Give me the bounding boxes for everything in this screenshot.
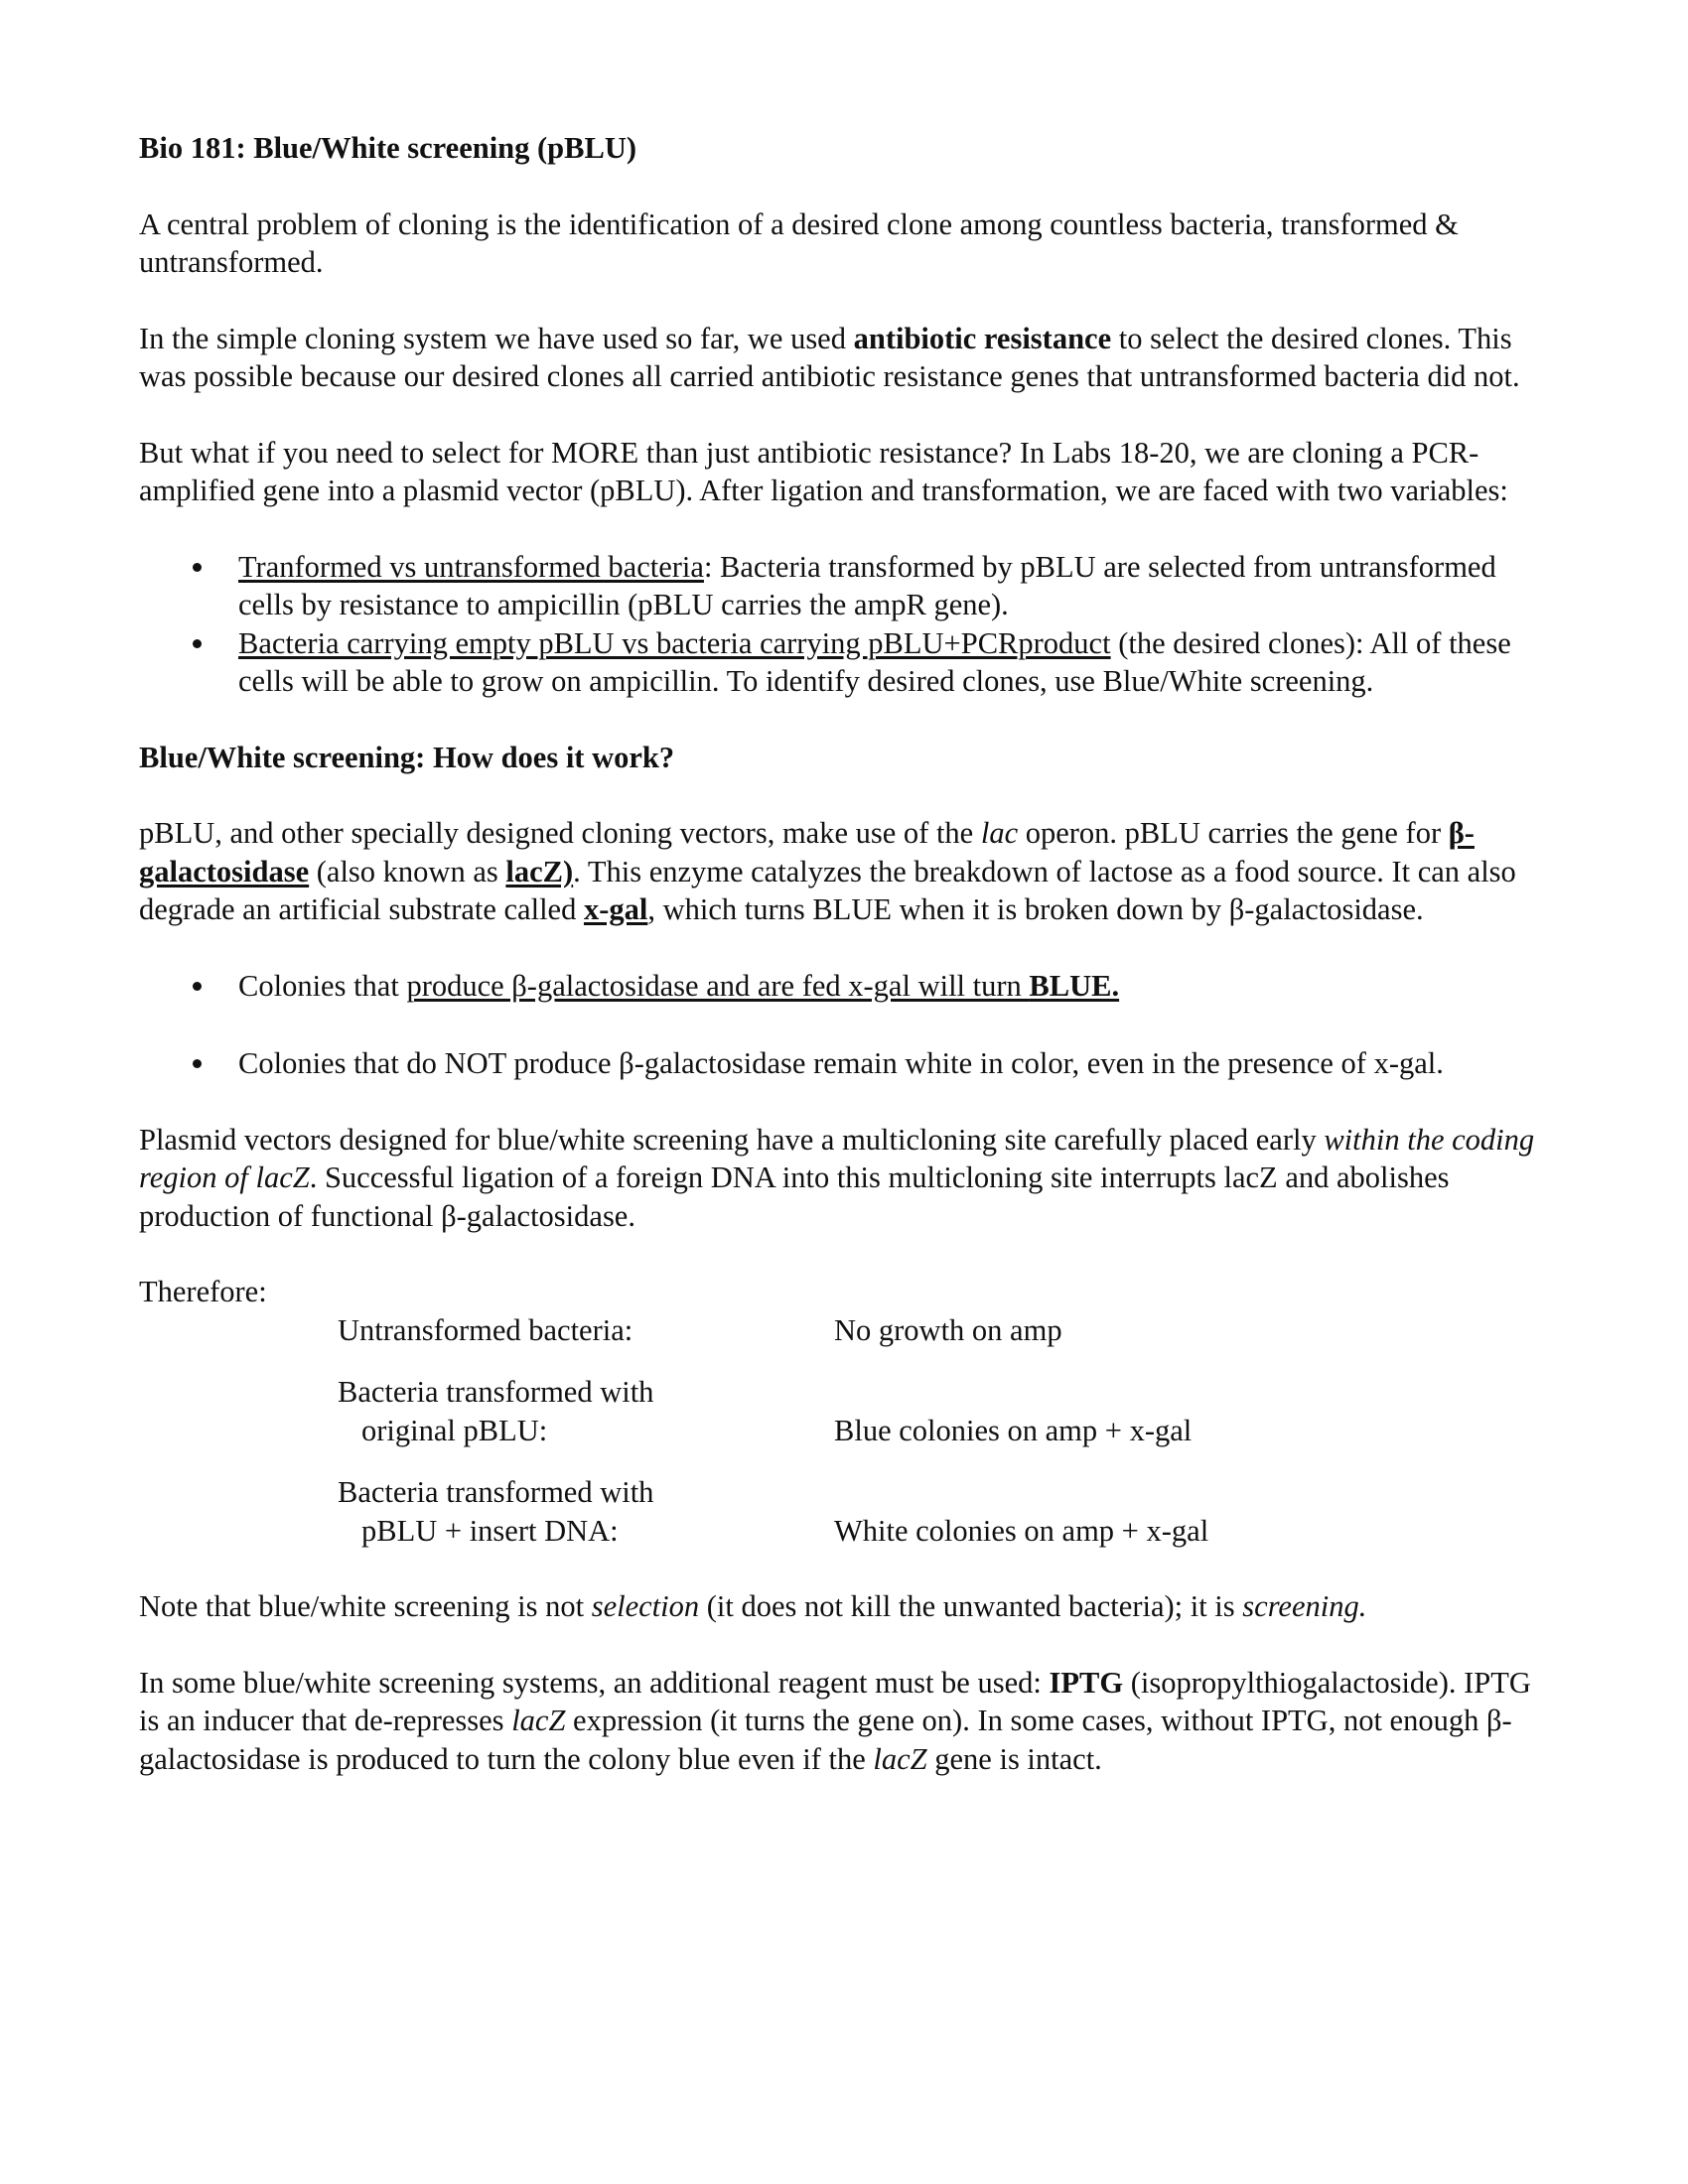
condition-line: original pBLU:	[361, 1413, 548, 1447]
text-segment: Colonies that	[238, 968, 407, 1003]
text-segment: Note that blue/white screening is not	[139, 1589, 592, 1623]
text-segment: Bacteria carrying empty pBLU vs bacteria carrying pBLU+PCRproduct	[238, 625, 1111, 660]
text-segment: , which turns BLUE when it is broken down by β-galactosidase.	[647, 892, 1424, 926]
text-segment: gene is intact.	[926, 1741, 1102, 1776]
text-segment: In the simple cloning system we have used so far, we used	[139, 321, 854, 355]
text-segment: screening.	[1242, 1589, 1367, 1623]
text-segment: antibiotic resistance	[853, 321, 1112, 355]
text-segment: . This enzyme catalyzes the breakdown of lactose as a food source. It can also degrade an artificial substrate called	[139, 854, 1516, 926]
body-paragraph	[139, 1587, 1549, 1626]
bullet-item	[139, 1044, 1549, 1083]
bullet-icon	[193, 563, 202, 572]
body-paragraph	[139, 814, 1549, 929]
text-segment: BLUE.	[1029, 968, 1120, 1003]
text-segment: lacZ	[873, 1741, 927, 1776]
text-segment: pBLU, and other specially designed cloning vectors, make use of the	[139, 816, 981, 850]
text-segment: (also known as	[309, 854, 506, 888]
table-row	[139, 1311, 1549, 1350]
closing-section	[139, 1587, 1549, 1778]
bacteria-condition	[338, 1373, 834, 1449]
variables-list	[139, 548, 1549, 701]
bullet-item	[139, 967, 1549, 1006]
intro-paragraph	[139, 320, 1549, 396]
body-paragraph	[139, 1121, 1549, 1236]
text-segment: β-galactosidase	[139, 816, 1475, 888]
text-segment: (the desired clones): All of these cells will be able to grow on ampicillin. To identify desired clones, use Blue/White screening.	[238, 625, 1511, 698]
text-segment: Therefore:	[139, 1275, 267, 1308]
text-segment: lac	[980, 816, 1019, 850]
text-segment: lacZ)	[505, 854, 574, 888]
text-segment: to select the desired clones. This was possible because our desired clones all carried antibiotic resistance genes that untransformed bacteria did not.	[139, 321, 1520, 393]
condition-line: Untransformed bacteria:	[338, 1312, 633, 1347]
section-heading: Blue/White screening: How does it work?	[139, 740, 675, 774]
colonies-list	[139, 967, 1549, 1083]
text-segment: Colonies that do NOT produce β-galactosidase remain white in color, even in the presence of x-gal.	[238, 1046, 1444, 1080]
how-it-works-section	[139, 814, 1549, 929]
intro-section	[139, 205, 1549, 510]
text-segment: Tranformed vs untransformed bacteria	[238, 549, 704, 584]
condition-line: pBLU + insert DNA:	[361, 1513, 619, 1548]
table-row	[139, 1473, 1549, 1550]
text-segment: (it does not kill the unwanted bacteria); it is	[699, 1589, 1243, 1623]
bullet-item	[139, 624, 1549, 701]
bullet-icon	[193, 639, 202, 648]
text-segment: : Bacteria transformed by pBLU are selected from untransformed cells by resistance to ampicillin (pBLU carries the ampR gene).	[238, 549, 1496, 621]
text-segment: within the coding region of lacZ	[139, 1122, 1535, 1194]
text-segment: lacZ	[511, 1704, 566, 1737]
text-segment: IPTG	[1049, 1665, 1124, 1700]
text-segment: Plasmid vectors designed for blue/white screening have a multicloning site carefully placed early	[139, 1122, 1325, 1157]
text-segment: produce β-galactosidase and are fed x-gal will turn	[406, 968, 1030, 1003]
condition-line: Bacteria transformed with	[338, 1475, 654, 1509]
condition-line: Bacteria transformed with	[338, 1375, 654, 1409]
outcomes-table	[139, 1311, 1549, 1551]
text-segment: selection	[591, 1589, 700, 1623]
text-segment: x-gal	[583, 892, 648, 926]
text-segment: In some blue/white screening systems, an additional reagent must be used:	[139, 1665, 1050, 1700]
body-paragraph	[139, 1273, 1549, 1311]
text-segment: . Successful ligation of a foreign DNA into this multicloning site interrupts lacZ and abolishes production of functional β-galactosidase.	[139, 1160, 1450, 1233]
body-paragraph	[139, 1664, 1549, 1779]
growth-result: No growth on amp	[834, 1312, 1062, 1347]
text-segment: expression (it turns the gene on). In some cases, without IPTG, not enough β-galactosidase is produced to turn the colony blue even if the	[139, 1704, 1512, 1776]
text-segment: A central problem of cloning is the identification of a desired clone among countless bacteria, transformed & untransformed.	[139, 206, 1459, 279]
vectors-section	[139, 1121, 1549, 1311]
table-row	[139, 1373, 1549, 1449]
bullet-item	[139, 548, 1549, 624]
bacteria-condition	[338, 1473, 834, 1550]
intro-paragraph	[139, 434, 1549, 510]
document-page	[139, 129, 1549, 1816]
text-segment: But what if you need to select for MORE than just antibiotic resistance? In Labs 18-20, we are cloning a PCR-amplified gene into a plasmid vector (pBLU). After ligation and transformation, we are faced with two variables:	[139, 435, 1508, 507]
page-title: Bio 181: Blue/White screening (pBLU)	[139, 131, 637, 165]
growth-result: White colonies on amp + x-gal	[834, 1513, 1209, 1548]
growth-result: Blue colonies on amp + x-gal	[834, 1413, 1193, 1447]
text-segment: (isopropylthiogalactoside). IPTG is an inducer that de-represses	[139, 1665, 1531, 1737]
intro-paragraph	[139, 205, 1549, 282]
bullet-icon	[193, 982, 202, 991]
bullet-icon	[193, 1059, 202, 1068]
bacteria-condition	[338, 1311, 834, 1350]
text-segment: operon. pBLU carries the gene for	[1018, 816, 1449, 850]
